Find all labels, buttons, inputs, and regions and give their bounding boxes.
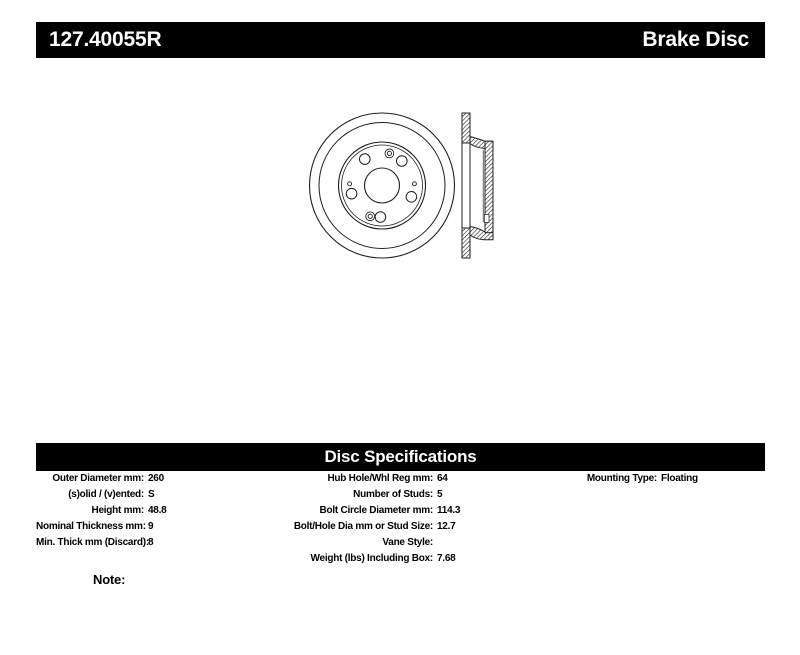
spec-label: Min. Thick mm (Discard): bbox=[36, 537, 149, 548]
spec-row-weight bbox=[250, 551, 460, 567]
spec-label: Height mm: bbox=[91, 505, 144, 516]
disc-side-section-view bbox=[462, 113, 493, 258]
spec-label: Vane Style: bbox=[382, 537, 433, 548]
disc-front-view bbox=[310, 113, 455, 258]
spec-value: 7.68 bbox=[437, 553, 456, 564]
spec-value: 114.3 bbox=[437, 505, 461, 516]
spec-label: Hub Hole/Whl Reg mm: bbox=[327, 473, 433, 484]
spec-row-bolt-hole-dia bbox=[250, 519, 460, 535]
spec-label: Bolt Circle Diameter mm: bbox=[319, 505, 433, 516]
spec-row-hub-hole bbox=[250, 471, 460, 487]
note-label: Note: bbox=[93, 572, 126, 587]
spec-row-mounting-type bbox=[560, 471, 698, 487]
specs-section-title: Disc Specifications bbox=[324, 447, 477, 466]
section-register-notch bbox=[484, 215, 489, 223]
spec-value: 12.7 bbox=[437, 521, 456, 532]
section-hatch-top bbox=[462, 113, 470, 143]
stud-holes bbox=[346, 154, 416, 223]
spec-value: 9 bbox=[148, 521, 154, 532]
product-title: Brake Disc bbox=[642, 28, 749, 51]
section-hatch-bottom bbox=[462, 228, 470, 258]
spec-label: Weight (lbs) Including Box: bbox=[310, 553, 433, 564]
hub-inner-ring bbox=[342, 145, 423, 226]
spec-row-vane-style bbox=[250, 535, 460, 551]
spec-label: Nominal Thickness mm: bbox=[36, 521, 146, 532]
hub-outer-ring bbox=[339, 142, 426, 229]
spec-row-bolt-circle-diameter bbox=[250, 503, 460, 519]
part-number: 127.40055R bbox=[49, 28, 162, 51]
brake-disc-technical-drawing bbox=[280, 95, 515, 275]
specs-column-dimensions bbox=[36, 471, 166, 551]
spec-value: 48.8 bbox=[148, 505, 167, 516]
disc-outer-edge bbox=[310, 113, 455, 258]
header-bar bbox=[36, 22, 765, 58]
spec-row-outer-diameter bbox=[36, 471, 166, 487]
spec-label: Mounting Type: bbox=[586, 473, 657, 484]
spec-value: 8 bbox=[148, 537, 154, 548]
spec-value: Floating bbox=[661, 473, 698, 484]
spec-value: 260 bbox=[148, 473, 164, 484]
spec-value: 64 bbox=[437, 473, 448, 484]
spec-row-height bbox=[36, 503, 166, 519]
spec-row-solid-vented bbox=[36, 487, 166, 503]
spec-label: (s)olid / (v)ented: bbox=[68, 489, 144, 500]
spec-label: Bolt/Hole Dia mm or Stud Size: bbox=[293, 521, 433, 532]
spec-label: Number of Studs: bbox=[353, 489, 433, 500]
specs-column-hub bbox=[250, 471, 460, 567]
spec-value: 5 bbox=[437, 489, 443, 500]
spec-row-min-thickness bbox=[36, 535, 166, 551]
spec-value: S bbox=[148, 489, 155, 500]
spec-label: Outer Diameter mm: bbox=[52, 473, 144, 484]
center-bore bbox=[365, 168, 400, 203]
specs-column-mounting bbox=[560, 471, 698, 487]
spec-row-nominal-thickness bbox=[36, 519, 166, 535]
small-holes bbox=[348, 182, 417, 186]
specs-section-bar bbox=[36, 443, 765, 471]
disc-friction-inner-edge bbox=[319, 123, 445, 249]
spec-row-number-of-studs bbox=[250, 487, 460, 503]
